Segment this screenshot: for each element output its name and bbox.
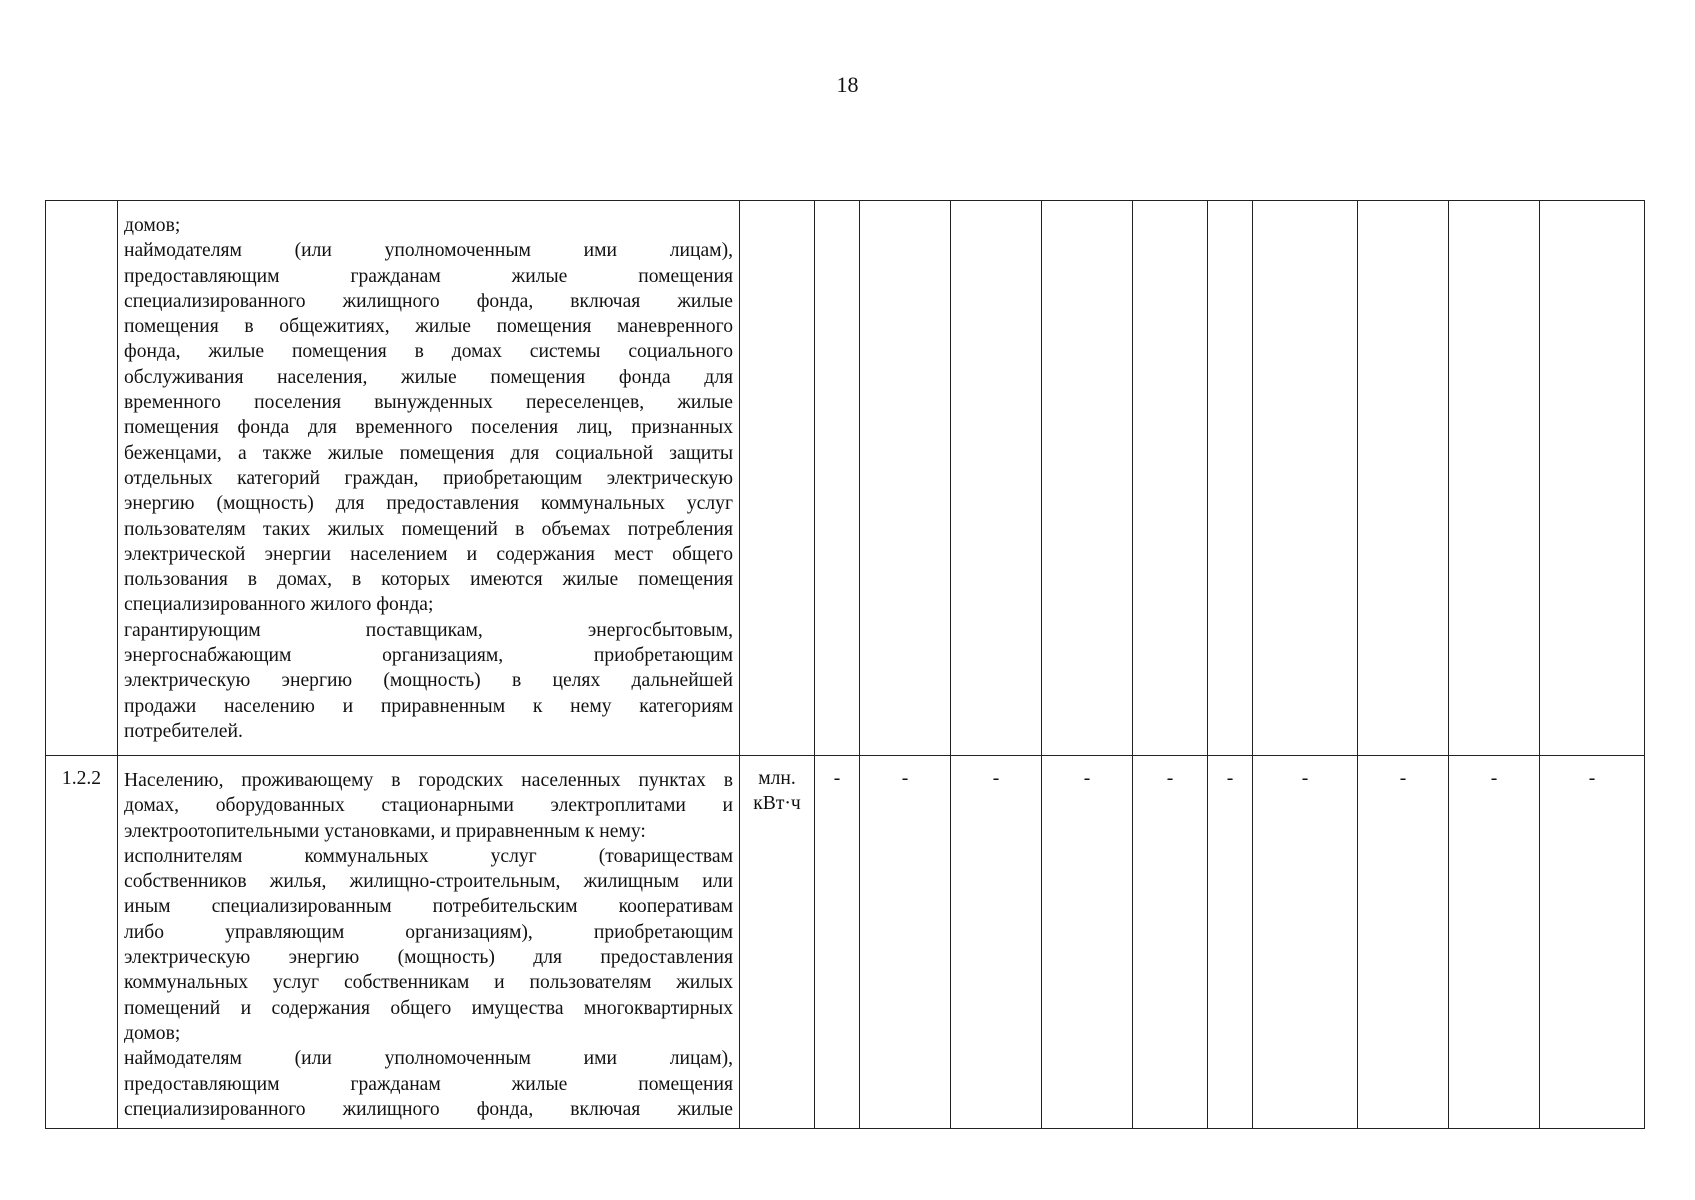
description-line: Населению, проживающему в городских населенных пунктах в <box>124 770 733 791</box>
value-cell: - <box>1253 756 1358 1129</box>
description-line: либо управляющим организациям), приобретающим <box>124 921 733 943</box>
value-cell <box>1133 201 1208 756</box>
description-line: гарантирующим поставщикам, энергосбытовым, <box>124 619 733 641</box>
value-cell <box>1253 201 1358 756</box>
description-cell <box>118 756 740 1129</box>
value-cell <box>1208 201 1253 756</box>
description-line: специализированного жилищного фонда, включая жилые <box>124 290 733 312</box>
value-cell: - <box>1133 756 1208 1129</box>
description-line: помещений и содержания общего имущества многоквартирных <box>124 997 733 1019</box>
description-line: энергию (мощность) для предоставления коммунальных услуг <box>124 493 733 515</box>
description-line: фонда, жилые помещения в домах системы социального <box>124 341 733 363</box>
description-line: наймодателям (или уполномоченным ими лицам), <box>124 240 733 262</box>
description-line: обслуживания населения, жилые помещения фонда для <box>124 366 733 388</box>
description-line: электрическую энергию (мощность) в целях дальнейшей <box>124 670 733 692</box>
value-cell <box>1358 201 1449 756</box>
description-line: домах, оборудованных стационарными электроплитами и <box>124 795 733 817</box>
value-cell <box>815 201 860 756</box>
value-cell: - <box>951 756 1042 1129</box>
unit-cell <box>740 201 815 756</box>
description-line: домов; <box>124 1022 181 1044</box>
description-line: наймодателям (или уполномоченным ими лицам), <box>124 1048 733 1070</box>
value-cell: - <box>1449 756 1540 1129</box>
value-cell <box>860 201 951 756</box>
value-cell: - <box>860 756 951 1129</box>
description-line: электрическую энергию (мощность) для предоставления <box>124 947 733 969</box>
unit-cell <box>740 756 815 1129</box>
description-line: помещения в общежитиях, жилые помещения маневренного <box>124 316 733 338</box>
value-cell: - <box>1042 756 1133 1129</box>
row-number-cell <box>46 201 118 756</box>
description-line: продажи населению и приравненным к нему категориям <box>124 695 733 717</box>
table-row-1-2-2 <box>46 756 1645 1129</box>
description-line: специализированного жилищного фонда, включая жилые <box>124 1098 733 1120</box>
description-line: пользователям таких жилых помещений в объемах потребления <box>124 518 733 540</box>
row-number-cell: 1.2.2 <box>46 756 118 1129</box>
description-line: специализированного жилого фонда; <box>124 594 434 616</box>
description-line: иным специализированным потребительским кооперативам <box>124 896 733 918</box>
value-cell <box>1449 201 1540 756</box>
value-cell: - <box>815 756 860 1129</box>
unit-line: кВт·ч <box>753 793 801 814</box>
description-line: временного поселения вынужденных переселенцев, жилые <box>124 392 733 414</box>
description-line: исполнителям коммунальных услуг (товариществам <box>124 845 733 867</box>
value-cell: - <box>1540 756 1645 1129</box>
value-cell: - <box>1358 756 1449 1129</box>
description-line: отдельных категорий граждан, приобретающим электрическую <box>124 467 733 489</box>
description-line: предоставляющим гражданам жилые помещения <box>124 265 733 287</box>
value-cell <box>1540 201 1645 756</box>
unit-line: млн. <box>758 768 796 789</box>
value-cell <box>1042 201 1133 756</box>
description-line: потребителей. <box>124 720 243 742</box>
description-line: собственников жилья, жилищно-строительным, жилищным или <box>124 871 733 893</box>
description-line: беженцами, а также жилые помещения для социальной защиты <box>124 442 733 464</box>
description-line: электроотопительными установками, и приравненным к нему: <box>124 820 646 842</box>
value-cell <box>951 201 1042 756</box>
table-row-continued <box>46 201 1645 756</box>
tariff-table <box>45 200 1645 1129</box>
description-line: домов; <box>124 215 181 236</box>
description-line: пользования в домах, в которых имеются жилые помещения <box>124 569 733 591</box>
description-line: коммунальных услуг собственникам и пользователям жилых <box>124 972 733 994</box>
description-line: энергоснабжающим организациям, приобретающим <box>124 645 733 667</box>
value-cell: - <box>1208 756 1253 1129</box>
description-cell <box>118 201 740 756</box>
page-number: 18 <box>836 72 859 97</box>
description-line: предоставляющим гражданам жилые помещения <box>124 1073 733 1095</box>
description-line: помещения фонда для временного поселения лиц, признанных <box>124 417 733 439</box>
description-line: электрической энергии населением и содержания мест общего <box>124 543 733 565</box>
